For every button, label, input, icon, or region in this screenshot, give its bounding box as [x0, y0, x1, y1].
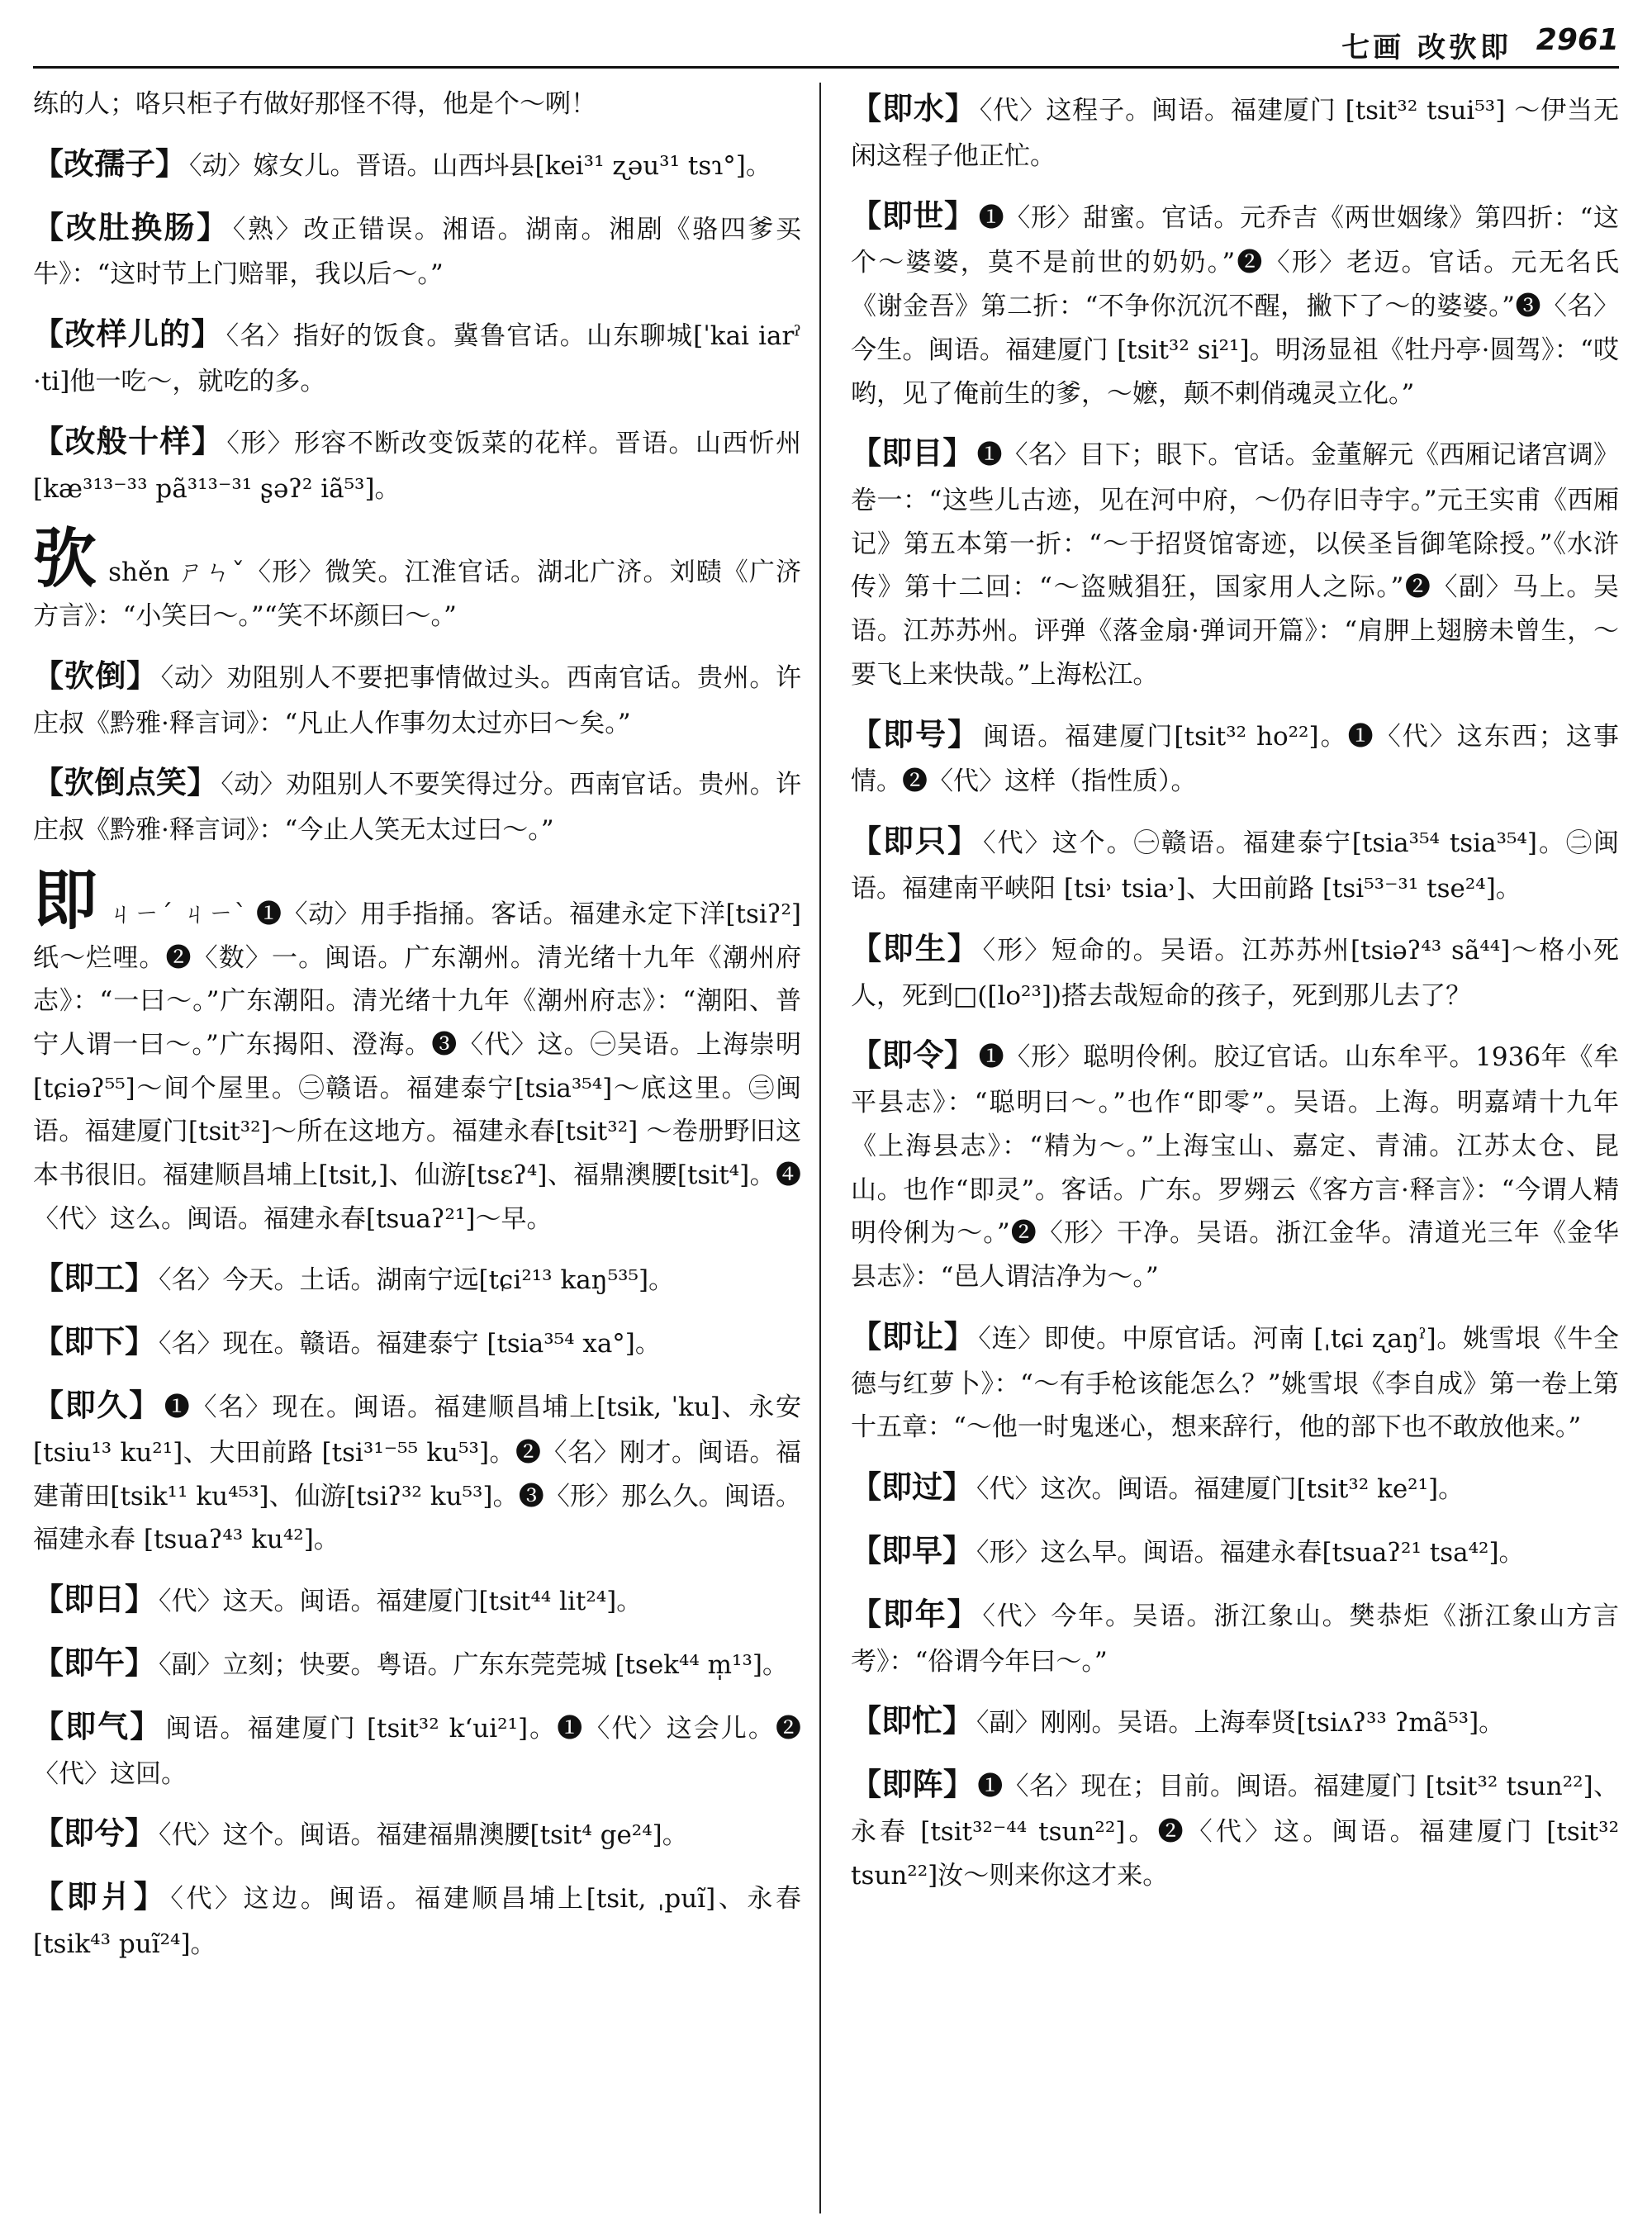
entry-headword: 【即爿】	[33, 1878, 168, 1915]
entry-headword: 【即午】	[33, 1644, 155, 1681]
entry-definition: 〈代〉这个。闽语。福建福鼎澳腰[tsit⁴ ge²⁴]。	[159, 1820, 688, 1851]
entry-headword: 【即气】	[33, 1707, 163, 1744]
entry-definition: 练的人；咯只柜子冇做好那怪不得，他是个～咧！	[33, 89, 596, 119]
entry-definition: 〈名〉指好的饭食。冀鲁官话。山东聊城[ˈkai iarˀ ·ti]他一吃～，就吃的多。	[33, 321, 801, 397]
dictionary-entry	[851, 1525, 1619, 1577]
entry-headword: 【弞倒】	[33, 657, 158, 694]
entry-headword: 【改般十样】	[33, 422, 224, 459]
entry-definition: 〈动〉劝阻别人不要笑得过分。西南官话。贵州。许庄叔《黔雅·释言词》：“今止人笑无太过曰～。”	[33, 770, 802, 846]
entry-headword: 【即只】	[851, 823, 980, 860]
entry-definition: 〈副〉刚刚。吴语。上海奉贤[tsiʌʔ³³ ʔmã⁵³]。	[976, 1708, 1505, 1739]
entry-definition: 〈代〉这个。㊀赣语。福建泰宁[tsia³⁵⁴ tsia³⁵⁴]。㊁闽语。福建南平峡阳 [tsi˒ tsia˒]、大田前路 [tsi⁵³⁻³¹ tse²⁴]。	[851, 828, 1619, 904]
dictionary-entry	[851, 1461, 1619, 1513]
entry-definition: ❶〈名〉现在；目前。闽语。福建厦门 [tsit³² tsun²²]、永春 [tsit³²⁻⁴⁴ tsun²²]。❷〈代〉这。闽语。福建厦门 [tsit³² tsun²²]汝～则来你这才来。	[851, 1772, 1619, 1891]
entry-headword: 【即年】	[851, 1595, 980, 1632]
entry-headword: 【即过】	[851, 1468, 973, 1505]
dictionary-entry	[33, 1379, 801, 1562]
dictionary-entry	[33, 862, 801, 1241]
entry-definition: 闽语。福建厦门 [tsit³² kʻui²¹]。❶〈代〉这会儿。❷〈代〉这回。	[33, 1713, 801, 1789]
dictionary-entry	[851, 1311, 1619, 1450]
entry-headword: 【弞倒点笑】	[33, 764, 218, 801]
entry-definition: shěn ㄕㄣˇ〈形〉微笑。江淮官话。湖北广济。刘赜《广济方言》：“小笑曰～。”“笑不坏颜曰～。”	[33, 558, 801, 631]
entry-definition: ❶〈名〉目下；眼下。官话。金董解元《西厢记诸宫调》卷一：“这些儿古迹，见在河中府，～仍存旧寺宇。”元王实甫《西厢记》第五本第一折：“～于招贤馆寄迹，以侯圣旨御笔除授。”《水浒传》第十二回：“～盗贼猖狂，国家用人之际。”❷〈副〉马上。吴语。江苏苏州。评弹《落金扇·弹词开篇》：“肩胛上翅膀未曾生，～要飞上来快哉。”上海松江。	[851, 440, 1619, 690]
entry-headword: 【即号】	[851, 715, 980, 752]
entry-headword: 【即令】	[851, 1037, 976, 1074]
entry-definition: 〈代〉这次。闽语。福建厦门[tsit³² ke²¹]。	[976, 1473, 1464, 1504]
dictionary-entry	[851, 815, 1619, 911]
entry-definition: 〈动〉嫁女儿。晋语。山西㘰县[kei³¹ ʐəu³¹ tsɿ°]。	[189, 150, 771, 181]
entry-definition: 闽语。福建厦门[tsit³² ho²²]。❶〈代〉这东西；这事情。❷〈代〉这样（指性质）。	[851, 721, 1619, 797]
dictionary-entry	[33, 1871, 801, 1967]
entry-definition: 〈代〉这天。闽语。福建厦门[tsit⁴⁴ lit²⁴]。	[159, 1587, 643, 1617]
dictionary-entry	[33, 1573, 801, 1625]
dictionary-entry	[33, 1252, 801, 1304]
dictionary-entry	[851, 923, 1619, 1018]
dictionary-entry	[33, 1807, 801, 1859]
entry-headword: 【改孺子】	[33, 145, 186, 182]
entry-definition: 〈代〉今年。吴语。浙江象山。樊恭炬《浙江象山方言考》：“俗谓今年曰～。”	[851, 1601, 1619, 1677]
entry-definition: 〈代〉这边。闽语。福建顺昌埔上[tsit, ˌpuĩ]、永春[tsik⁴³ puĩ²⁴]。	[33, 1884, 801, 1960]
entry-headword: 【即下】	[33, 1323, 155, 1360]
dictionary-entry	[33, 757, 801, 852]
entry-definition: 〈熟〉改正错误。湘语。湖南。湘剧《骆四爹买牛》：“这时节上门赔罪，我以后～。”	[33, 214, 802, 290]
dictionary-entry	[33, 138, 801, 190]
entry-definition: 〈动〉劝阻别人不要把事情做过头。西南官话。贵州。许庄叔《黔雅·释言词》：“凡止人作事勿太过亦曰～矣。”	[33, 662, 802, 738]
entry-definition: ㄐㄧˊ ㄐㄧˋ ❶〈动〉用手指捅。客话。福建永定下洋[tsiʔ²]纸～烂哩。❷〈数〉一。闽语。广东潮州。清光绪十九年《潮州府志》：“一曰～。”广东潮阳。清光绪十九年《潮州府志》：“潮阳、普宁人谓一曰～。”广东揭阳、澄海。❸〈代〉这。㊀吴语。上海崇明[tɕiəʔ⁵⁵]～间个屋里。㊁赣语。福建泰宁[tsia³⁵⁴]～底这里。㊂闽语。福建厦门[tsit³²]～所在这地方。福建永春[tsit³²] ～卷册野旧这本书很旧。福建顺昌埔上[tsit,]、仙游[tsɛʔ⁴]、福鼎澳腰[tsit⁴]。❹〈代〉这么。闽语。福建永春[tsuaʔ²¹]～早。	[33, 899, 801, 1234]
dictionary-entry	[851, 1695, 1619, 1747]
entry-definition: 〈连〉即使。中原官话。河南 [ˌtɕi ʐaŋˀ]。姚雪垠《牛全德与红萝卜》：“～有手枪该能怎么？”姚雪垠《李自成》第一卷上第十五章：“～他一时鬼迷心，想来辞行，他的部下也不敢放他来。”	[851, 1323, 1619, 1443]
dictionary-entry	[851, 190, 1619, 416]
running-title: 七画 改弞即	[1341, 31, 1512, 64]
dictionary-entry	[851, 427, 1619, 696]
entry-definition: 〈副〉立刻；快要。粤语。广东东莞莞城 [tsek⁴⁴ m̩¹³]。	[159, 1649, 788, 1680]
dictionary-entry	[33, 1701, 801, 1796]
dictionary-entry	[33, 650, 801, 746]
entry-headword: 【即日】	[33, 1581, 155, 1618]
dictionary-entry	[33, 1316, 801, 1368]
entry-definition: 〈名〉现在。赣语。福建泰宁 [tsia³⁵⁴ xa°]。	[159, 1329, 661, 1359]
entry-headword: 【即工】	[33, 1260, 155, 1297]
entry-headword: 【即让】	[851, 1317, 976, 1355]
entry-definition: ❶〈形〉聪明伶俐。胶辽官话。山东牟平。1936年《牟平县志》：“聪明曰～。”也作“即零”。吴语。上海。明嘉靖十九年《上海县志》：“精为～。”上海宝山、嘉定、青浦。江苏太仓、昆山。也作“即灵”。客话。广东。罗翙云《客方言·释言》：“今谓人精明伶俐为～。”❷〈形〉干净。吴语。浙江金华。清道光三年《金华县志》：“邑人谓洁净为～。”	[851, 1042, 1619, 1292]
dictionary-entry	[33, 83, 801, 126]
dictionary-entry	[33, 415, 801, 511]
dictionary-columns	[33, 83, 1619, 2213]
page-header	[33, 17, 1619, 69]
page-number: 2961	[1536, 23, 1619, 57]
entry-headword: 【即早】	[851, 1531, 973, 1568]
dictionary-entry	[851, 1588, 1619, 1684]
entry-headword: 【改样儿的】	[33, 316, 223, 353]
entry-headword: 【即目】	[851, 434, 974, 472]
dictionary-entry	[33, 202, 801, 297]
entry-definition: 〈形〉这么早。闽语。福建永春[tsuaʔ²¹ tsa⁴²]。	[976, 1537, 1525, 1568]
dictionary-entry	[33, 308, 801, 404]
dictionary-entry	[851, 1758, 1619, 1897]
entry-definition: ❶〈名〉现在。闽语。福建顺昌埔上[tsik, ˈku]、永安 [tsiu¹³ ku²¹]、大田前路 [tsi³¹⁻⁵⁵ ku⁵³]。❷〈名〉刚才。闽语。福建莆田[tsik¹¹ ku⁴⁵³]、仙游[tsiʔ³² ku⁵³]。❸〈形〉那么久。闽语。福建永春 [tsuaʔ⁴³ ku⁴²]。	[33, 1393, 802, 1555]
entry-definition: ❶〈形〉甜蜜。官话。元乔吉《两世姻缘》第四折：“这个～婆婆，莫不是前世的奶奶。”❷〈形〉老迈。官话。元无名氏《谢金吾》第二折：“不争你沉沉不醒，撇下了～的婆婆。”❸〈名〉今生。闽语。福建厦门 [tsit³² si²¹]。明汤显祖《牡丹亭·圆驾》：“哎哟，见了俺前生的爹，～嬷，颠不剌俏魂灵立化。”	[851, 202, 1619, 409]
entry-definition: 〈代〉这程子。闽语。福建厦门 [tsit³² tsui⁵³] ～伊当无闲这程子他正忙。	[851, 96, 1619, 171]
entry-headword: 即	[33, 862, 98, 938]
dictionary-entry	[851, 709, 1619, 804]
entry-definition: 〈形〉形容不断改变饭菜的花样。晋语。山西忻州[kæ³¹³⁻³³ pã³¹³⁻³¹ ʂəʔ² iã⁵³]。	[33, 428, 802, 504]
dictionary-entry	[33, 521, 801, 638]
entry-headword: 弞	[33, 521, 99, 597]
dictionary-entry	[851, 1029, 1619, 1298]
entry-headword: 【即世】	[851, 197, 976, 234]
dictionary-entry	[851, 83, 1619, 178]
left-column	[33, 83, 821, 2213]
entry-definition: 〈名〉今天。土话。湖南宁远[tɕi²¹³ kaŋ⁵³⁵]。	[159, 1265, 675, 1296]
entry-headword: 【改肚换肠】	[33, 208, 230, 245]
entry-definition: 〈形〉短命的。吴语。江苏苏州[tsiəʔ⁴³ sã⁴⁴]～格小死人，死到□([lo²³])搭去哉短命的孩子，死到那儿去了？	[851, 935, 1619, 1011]
entry-headword: 【即生】	[851, 929, 980, 966]
dictionary-entry	[33, 1637, 801, 1689]
entry-headword: 【即久】	[33, 1387, 161, 1424]
entry-headword: 【即兮】	[33, 1815, 155, 1852]
entry-headword: 【即水】	[851, 90, 976, 126]
right-column	[851, 83, 1619, 2213]
entry-headword: 【即阵】	[851, 1766, 975, 1803]
entry-headword: 【即忙】	[851, 1702, 973, 1739]
